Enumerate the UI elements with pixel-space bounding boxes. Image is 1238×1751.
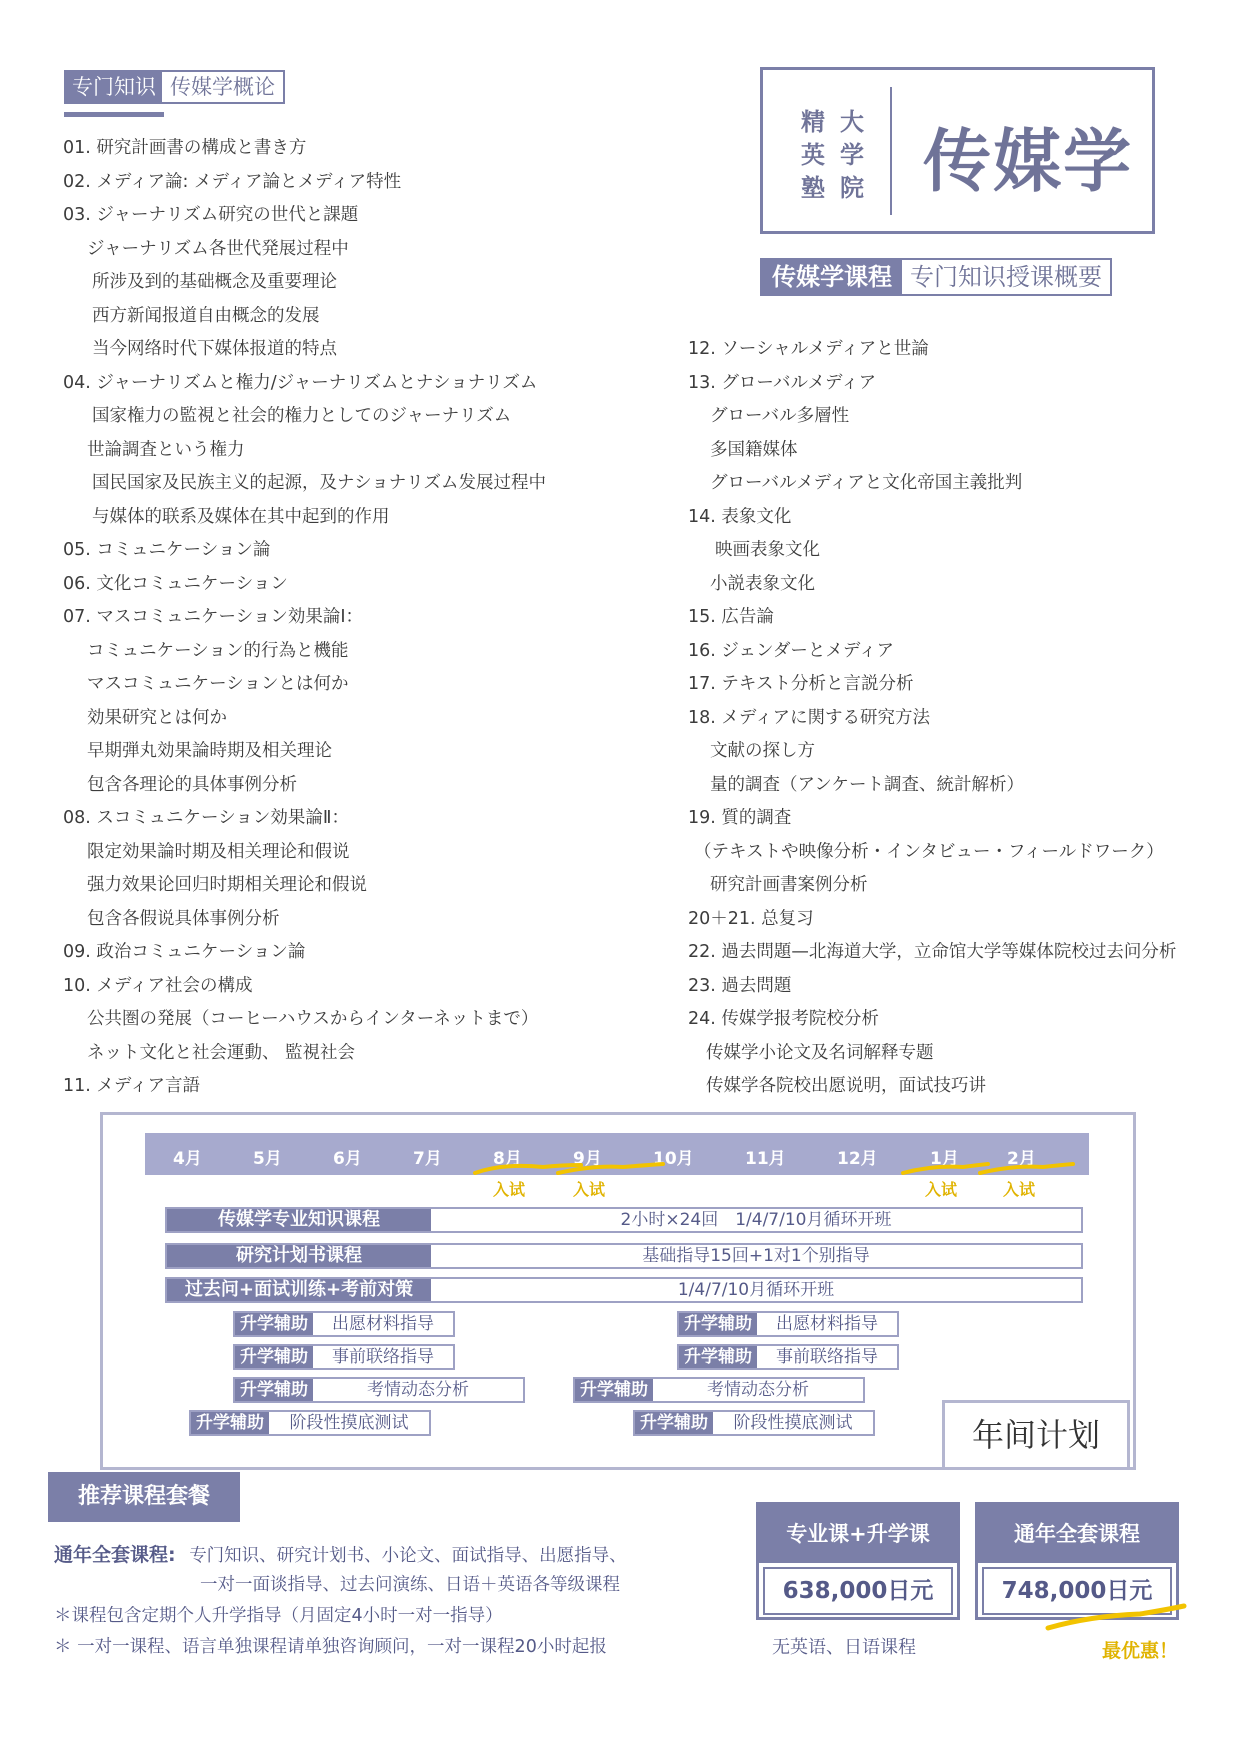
support-pill: [189, 1410, 431, 1436]
package-full-line1: 专门知识、研究计划书、小论文、面试指导、出愿指导、: [189, 1546, 627, 1566]
package-note: ＊课程包含定期个人升学指导（月固定4小时一对一指导）: [54, 1606, 503, 1626]
list-item: 04. ジャーナリズムと権力/ジャーナリズムとナショナリズム: [63, 372, 538, 393]
list-item: 12. ソーシャルメディアと世論: [688, 339, 929, 359]
month-label: 2月: [1007, 1149, 1036, 1169]
month-label: 10月: [653, 1149, 694, 1169]
list-item: 量的調査（アンケート調査、統計解析）: [710, 774, 1024, 795]
list-item: 国家権力の監視と社会的権力としてのジャーナリズム: [92, 406, 512, 426]
row-label: 研究计划书课程: [167, 1245, 431, 1267]
list-item: 17. テキスト分析と言説分析: [688, 674, 914, 694]
title-char: 学: [840, 141, 864, 169]
list-item: 传媒学各院校出愿说明，面试技巧讲: [706, 1076, 986, 1096]
list-item: 多国籍媒体: [710, 439, 798, 460]
list-item: 与媒体的联系及媒体在其中起到的作用: [92, 506, 390, 527]
list-item: 研究計画書案例分析: [710, 875, 868, 895]
support-label: 升学辅助: [235, 1379, 313, 1401]
title-vertical-col2: [839, 106, 865, 205]
month-label: 12月: [837, 1149, 878, 1169]
title-char: 英: [801, 141, 825, 169]
subtitle-tag-secondary: 专门知识授课概要: [902, 260, 1110, 294]
support-pill: [233, 1311, 455, 1337]
list-item: 19. 質的調査: [688, 808, 792, 828]
section-tag-secondary: 传媒学概论: [162, 72, 283, 102]
list-item: 06. 文化コミュニケーション: [63, 573, 288, 594]
support-text: 事前联络指导: [776, 1347, 878, 1367]
support-pill: [233, 1377, 525, 1403]
price-card-value: 638,000日元: [763, 1567, 953, 1615]
list-item: 当今网络时代下媒体报道的特点: [92, 339, 337, 359]
list-item: グローバル多層性: [710, 406, 850, 426]
support-label: 升学辅助: [235, 1346, 313, 1368]
price-card-title: 专业课+升学课: [759, 1505, 957, 1563]
row-text: 2小时×24回 1/4/7/10月循环开班: [620, 1210, 892, 1230]
page-title: 传媒学: [923, 123, 1134, 202]
highlight-stroke: [1048, 1606, 1184, 1628]
support-text: 阶段性摸底测试: [289, 1413, 409, 1433]
section-tag: [64, 70, 285, 104]
list-item: 22. 過去問題—北海道大学，立命馆大学等媒体院校过去问分析: [688, 942, 1177, 962]
list-item: 24. 传媒学报考院校分析: [688, 1009, 879, 1029]
package-full-line2: 一对一面谈指导、过去问演练、日语＋英语各等级课程: [200, 1575, 620, 1595]
month-label: 1月: [930, 1149, 959, 1169]
exam-label: 入试: [573, 1180, 606, 1199]
schedule-row: [165, 1243, 1083, 1269]
best-deal-highlight: [1040, 1598, 1190, 1638]
row-label: 传媒学专业知识课程: [167, 1209, 431, 1231]
package-full-desc: [54, 1540, 627, 1567]
list-item: 10. メディア社会の構成: [63, 975, 253, 996]
title-divider: [890, 87, 892, 215]
support-label: 升学辅助: [679, 1346, 757, 1368]
exam-label: 入试: [925, 1180, 958, 1199]
list-item: 01. 研究計画書の構成と書き方: [63, 138, 307, 158]
support-text: 出愿材料指导: [332, 1314, 434, 1334]
list-item: 16. ジェンダーとメディア: [688, 640, 894, 661]
list-item: 23. 過去問題: [688, 975, 792, 996]
row-label: 过去问+面试训练+考前对策: [167, 1279, 431, 1301]
list-item: ジャーナリズム各世代発展过程中: [87, 238, 349, 259]
list-item: 効果研究とは何か: [87, 707, 227, 728]
list-item: 07. マスコミュニケーション効果論Ⅰ：: [63, 607, 364, 627]
title-char: 大: [840, 108, 864, 136]
month-label: 6月: [333, 1149, 362, 1169]
price-card-value: 748,000日元: [982, 1567, 1172, 1615]
list-item: 强力效果论回归时期相关理论和假说: [87, 875, 367, 895]
support-pill: [573, 1377, 865, 1403]
highlight-stroke: [980, 1164, 1073, 1173]
package-heading: 推荐课程套餐: [48, 1472, 240, 1522]
package-full-label: 通年全套课程:: [54, 1544, 176, 1566]
list-item: 14. 表象文化: [688, 506, 792, 527]
list-item: 08. スコミュニケーション効果論Ⅱ：: [63, 808, 349, 828]
month-label: 7月: [413, 1149, 442, 1169]
list-item: 05. コミュニケーション論: [63, 540, 271, 560]
title-vertical-col1: [800, 106, 826, 205]
schedule-row: [165, 1207, 1083, 1233]
list-item: 13. グローバルメディア: [688, 372, 877, 393]
list-item: 国民国家及民族主义的起源，及ナショナリズム发展过程中: [92, 473, 546, 493]
price-card-note: 无英语、日语课程: [772, 1637, 916, 1658]
list-item: 15. 広告論: [688, 607, 774, 627]
list-item: 18. メディアに関する研究方法: [688, 707, 930, 728]
month-label: 8月: [493, 1149, 522, 1169]
support-text: 阶段性摸底测试: [733, 1413, 853, 1433]
support-label: 升学辅助: [191, 1412, 269, 1434]
exam-highlight-marks: [103, 1115, 1133, 1205]
list-item: グローバルメディアと文化帝国主義批判: [710, 473, 1023, 493]
support-label: 升学辅助: [679, 1313, 757, 1335]
list-item: 限定効果論时期及相关理论和假说: [87, 841, 350, 862]
support-text: 出愿材料指导: [776, 1314, 878, 1334]
list-item: 传媒学小论文及名词解释专题: [706, 1042, 934, 1063]
package-note: ＊ 一对一课程、语言单独课程请单独咨询顾问，一对一课程20小时起报: [54, 1637, 607, 1657]
support-label: 升学辅助: [575, 1379, 653, 1401]
support-pill: [677, 1344, 899, 1370]
best-deal-note: 最优惠！: [1102, 1640, 1179, 1662]
list-item: 09. 政治コミュニケーション論: [63, 942, 306, 962]
row-text: 1/4/7/10月循环开班: [677, 1280, 835, 1300]
course-list-left: [63, 132, 546, 1104]
annual-plan-label: 年间计划: [942, 1400, 1130, 1470]
list-item: 03. ジャーナリズム研究の世代と課題: [63, 205, 359, 225]
month-label: 11月: [745, 1149, 786, 1169]
list-item: 小説表象文化: [710, 573, 815, 594]
exam-label: 入试: [493, 1180, 526, 1199]
title-box: [760, 67, 1155, 234]
support-pill: [633, 1410, 875, 1436]
title-char: 精: [801, 108, 825, 136]
list-item: 包含各理论的具体事例分析: [87, 774, 297, 795]
list-item: コミュニケーション的行為と機能: [87, 640, 349, 661]
support-pill: [677, 1311, 899, 1337]
price-card: [756, 1502, 960, 1620]
tag-underline: [64, 112, 164, 117]
list-item: （テキストや映像分析・インタビュー・フィールドワーク）: [694, 841, 1164, 862]
list-item: 文献の探し方: [710, 741, 815, 761]
list-item: 11. メディア言語: [63, 1076, 200, 1096]
list-item: ネット文化と社会運動、 監視社会: [87, 1042, 356, 1063]
course-list-right: [688, 333, 1176, 1104]
price-card-title: 通年全套课程: [978, 1505, 1176, 1563]
subtitle-tag-primary: 传媒学课程: [762, 260, 902, 294]
support-text: 考情动态分析: [367, 1380, 469, 1400]
support-text: 考情动态分析: [707, 1380, 809, 1400]
support-label: 升学辅助: [235, 1313, 313, 1335]
title-char: 塾: [801, 174, 825, 202]
list-item: 20＋21. 总复习: [688, 908, 814, 929]
schedule-row: [165, 1277, 1083, 1303]
highlight-stroke: [903, 1164, 988, 1173]
list-item: マスコミュニケーションとは何か: [87, 674, 349, 694]
month-label: 9月: [573, 1149, 602, 1169]
exam-label: 入试: [1003, 1180, 1036, 1199]
list-item: 西方新闻报道自由概念的发展: [92, 305, 320, 326]
month-label: 4月: [173, 1149, 202, 1169]
support-label: 升学辅助: [635, 1412, 713, 1434]
list-item: 02. メディア論: メディア論とメディア特性: [63, 171, 402, 192]
subtitle-tag: [760, 258, 1112, 296]
list-item: 早期弾丸効果論時期及相关理论: [87, 741, 332, 761]
section-tag-primary: 专门知识: [66, 72, 162, 102]
list-item: 公共圏の発展（コーヒーハウスからインターネットまで）: [87, 1009, 539, 1029]
support-pill: [233, 1344, 455, 1370]
list-item: 所涉及到的基础概念及重要理论: [92, 272, 337, 292]
month-label: 5月: [253, 1149, 282, 1169]
list-item: 包含各假说具体事例分析: [87, 908, 280, 929]
list-item: 映画表象文化: [715, 540, 820, 560]
title-char: 院: [840, 174, 864, 202]
row-text: 基础指导15回+1对1个别指导: [642, 1246, 870, 1266]
list-item: 世論調査という権力: [87, 439, 245, 460]
support-text: 事前联络指导: [332, 1347, 434, 1367]
